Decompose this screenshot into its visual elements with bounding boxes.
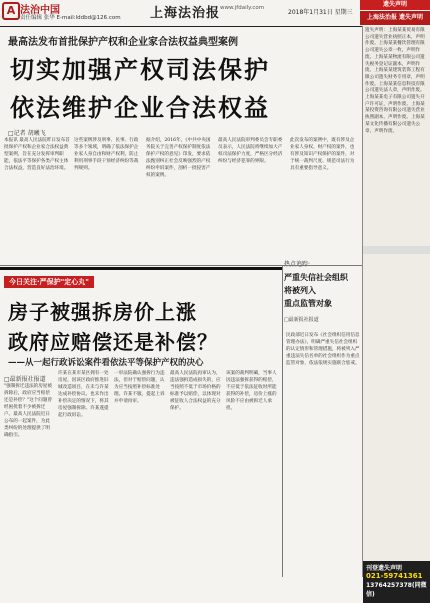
story1-column: 此次发布的案例中，既有涉及企业家人身权、财产权的案件，也有涉及知识产权保护的案件，对于统一裁判尺度、规范司法行为具有重要指导意义。 xyxy=(290,138,355,171)
brief-body: 民政部近日发布《社会组织信用信息管理办法》，明确严重失信社会组织的认定情形和管理措施，将被列入严重违法失信名单的社会组织作为重点监管对象，依法依规实施联合惩戒。 xyxy=(286,333,360,366)
masthead xyxy=(0,0,430,27)
story2-headline-line1: 房子被强拆房价上涨 xyxy=(8,300,197,324)
newspaper-url: www.jfdaily.com xyxy=(220,5,265,11)
footer-phone: 021-59741361 xyxy=(366,572,423,580)
side-subheader: 上海法治报 遗失声明 xyxy=(360,11,430,25)
issue-date: 2018年1月31日 星期三 xyxy=(288,9,353,16)
story1-column: 最高人民法院审判委员会专职委员表示，人民法院将继续加大产权司法保护力度，严格区分经济纠纷与经济犯罪的界限。 xyxy=(218,138,283,164)
classified-sidebar xyxy=(362,26,430,598)
story1-headline-line1: 切实加强产权司法保护 xyxy=(10,56,270,84)
story2-headline-line2: 政府应赔偿还是补偿？ xyxy=(8,330,218,354)
story1-column: 据介绍，2016年，《中共中央国务院关于完善产权保护制度依法保护产权的意见》印发，要求依法甄别纠正社会反映强烈的产权纠纷申诉案件，剖析一批侵害产权的案例。 xyxy=(146,138,211,178)
editor-info: 责任编辑 张华 E-mail:lddbd@126.com xyxy=(20,15,121,21)
section-title: 法治中国 xyxy=(20,5,60,16)
story2-byline: □最新报社报道 xyxy=(4,376,46,383)
section-badge-icon: A xyxy=(2,2,20,20)
classified-notices: 遗失声明：上海某某贸易有限公司遗失营业执照正本，声明作废。上海某某餐饮管理有限公司遗失公章一枚，声明作废。上海某某物流有限公司遗失税务登记证副本，声明作废。上海某某建筑装饰工程有限公司遗失财务专用章，声明作废。上海某某信息科技有限公司遗失法人章，声明作废。上海某某电子有限公司遗失开户许可证，声明作废。上海某某投资咨询有限公司遗失营业执照副本，声明作废。上海某某文化传播有限公司遗失公章，声明作废。 xyxy=(365,28,425,134)
brief-byline: □最新报社报道 xyxy=(284,317,319,323)
newspaper-logo: 上海法治报 xyxy=(150,6,221,21)
side-header: 遗失声明 xyxy=(360,0,430,10)
brief-story xyxy=(284,259,362,323)
brief-headline-line2: 将被列入 xyxy=(284,286,316,295)
sidebar-footer xyxy=(363,561,430,603)
story2-column: 该案的裁判明确，当事人因违法强拆获得的赔偿，不应低于依法征收时所能获得的补偿，房价上涨的风险不应由被拆迁人承担。 xyxy=(226,371,277,411)
story2-column: 最高人民法院再审认为，违法强拆造成损失的，应当按照不低于市场价格的标准予以赔偿，以体现对被征收人合法权益的充分保护。 xyxy=(170,371,221,411)
brief-headline-line1: 严重失信社会组织 xyxy=(284,273,348,282)
brief-headline-line3: 重点监管对象 xyxy=(284,299,332,308)
story1-column: 本报讯 最高人民法院昨日发布首批保护产权和企业家合法权益典型案例，旨在充分发挥审判职能，依法平等保护各类产权主体合法权益，营造良好法治环境。 xyxy=(4,138,70,171)
story2-column: 一审法院确认强拆行为违法，但对于赔偿问题，认为应当按照补偿标准处理。许某不服，提起上诉并申请再审。 xyxy=(114,371,165,404)
story1-headline-line2: 依法维护企业合法权益 xyxy=(10,94,270,122)
story1-column: 这些案例涉及刑事、民事、行政等多个领域，明确了依法保护企业家人身自由和财产权利，防止利用刑事手段干预经济纠纷等裁判规则。 xyxy=(74,138,139,171)
footer-phone-secondary: 13764257378(同微信) xyxy=(366,582,427,598)
footer-label: 刊登遗失声明 xyxy=(366,565,403,572)
section-divider xyxy=(0,265,362,266)
brief-kicker xyxy=(284,259,362,268)
column-divider xyxy=(282,266,283,577)
story1-byline: □记者 胡曦飞 xyxy=(8,130,46,137)
story2-box xyxy=(0,267,282,580)
sidebar-band xyxy=(363,246,430,254)
story2-column: "强制拆迁违法的房屋被拆除后，政府应当赔偿还是补偿？"这个问题曾经困扰着不少被拆迁户。最高人民法院近日公布的一起案件，为此类纠纷的处理提供了明确指引。 xyxy=(4,384,53,438)
story2-subhead: ——从一起行政诉讼案件看依法平等保护产权的决心 xyxy=(8,358,204,368)
story2-column: 许某在某市某区拥有一处房屋，因该区政府推进旧城改造项目，在未与许某达成补偿协议、也未作出补偿决定的情况下，将其房屋强制拆除。许某遂提起行政诉讼。 xyxy=(58,371,109,418)
story2-kicker: 今日关注·严保护"定心丸" xyxy=(4,276,94,288)
story1-kicker: 最高法发布首批保护产权和企业家合法权益典型案例 xyxy=(8,37,238,48)
